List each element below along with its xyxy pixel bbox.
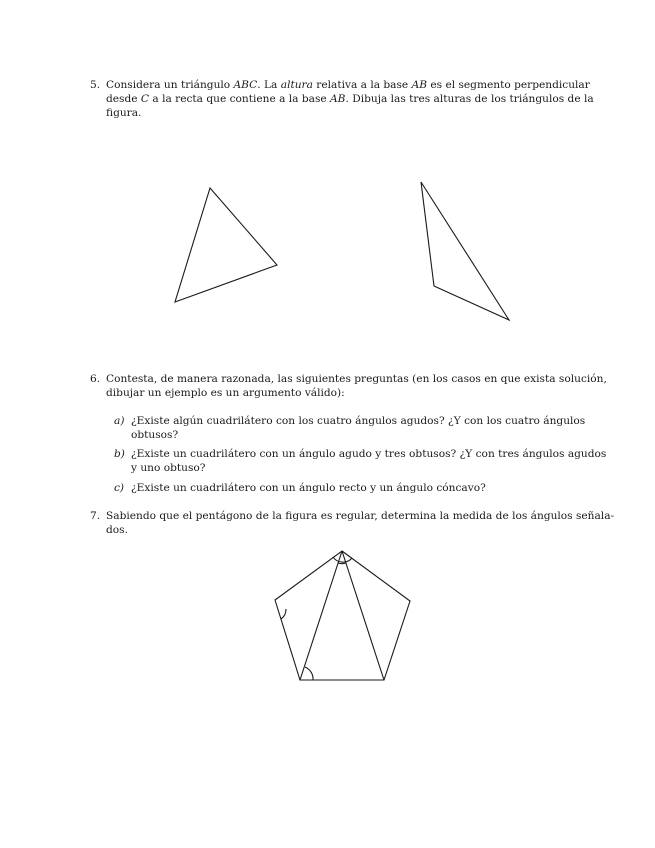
angle-mark-top-inner (338, 563, 346, 564)
acute-triangle (175, 188, 277, 302)
math-variable: altura (280, 79, 313, 91)
text-line: figura. (106, 107, 142, 119)
regular-pentagon (275, 551, 410, 680)
text-line: dos. (106, 524, 128, 536)
math-variable: ABC (233, 79, 258, 91)
text-line: ¿Existe un cuadrilátero con un ángulo recto y un ángulo cóncavo? (131, 482, 486, 494)
angle-mark-left-vertex (281, 609, 286, 619)
obtuse-triangle (421, 182, 509, 320)
problem-6c-label: c) (114, 482, 125, 494)
pentagon-diagonal-right (342, 551, 384, 680)
text-line: Contesta, de manera razonada, las siguientes preguntas (en los casos en que exista solución, (106, 373, 607, 385)
pentagon-diagonal-left (300, 551, 342, 680)
text-line: obtusos? (131, 429, 179, 441)
text-line: Considera un triángulo ABC. La altura relativa a la base AB es el segmento perpendicular (106, 79, 590, 91)
math-variable: AB (330, 93, 346, 105)
problem-7-number: 7. (90, 510, 101, 522)
problem-6b-label: b) (114, 448, 125, 460)
math-variable: C (140, 93, 150, 105)
text-line: ¿Existe un cuadrilátero con un ángulo agudo y tres obtusos? ¿Y con tres ángulos agudos (131, 448, 607, 460)
problem-5-number: 5. (90, 79, 101, 91)
text-line: dibujar un ejemplo es un argumento válido): (106, 387, 345, 399)
angle-mark-bottom-left (305, 667, 313, 680)
problem-6-number: 6. (90, 373, 101, 385)
problem-6a-label: a) (114, 415, 125, 427)
text-line: y uno obtuso? (131, 462, 206, 474)
math-variable: AB (411, 79, 428, 91)
angle-mark-top-vertex (333, 557, 352, 562)
text-line: ¿Existe algún cuadrilátero con los cuatro ángulos agudos? ¿Y con los cuatro ángulos (131, 415, 586, 427)
text-line: Sabiendo que el pentágono de la figura es regular, determina la medida de los ángulos señala- (106, 510, 615, 522)
text-line: desde C a la recta que contiene a la base AB. Dibuja las tres alturas de los triángulos de la (106, 93, 594, 105)
